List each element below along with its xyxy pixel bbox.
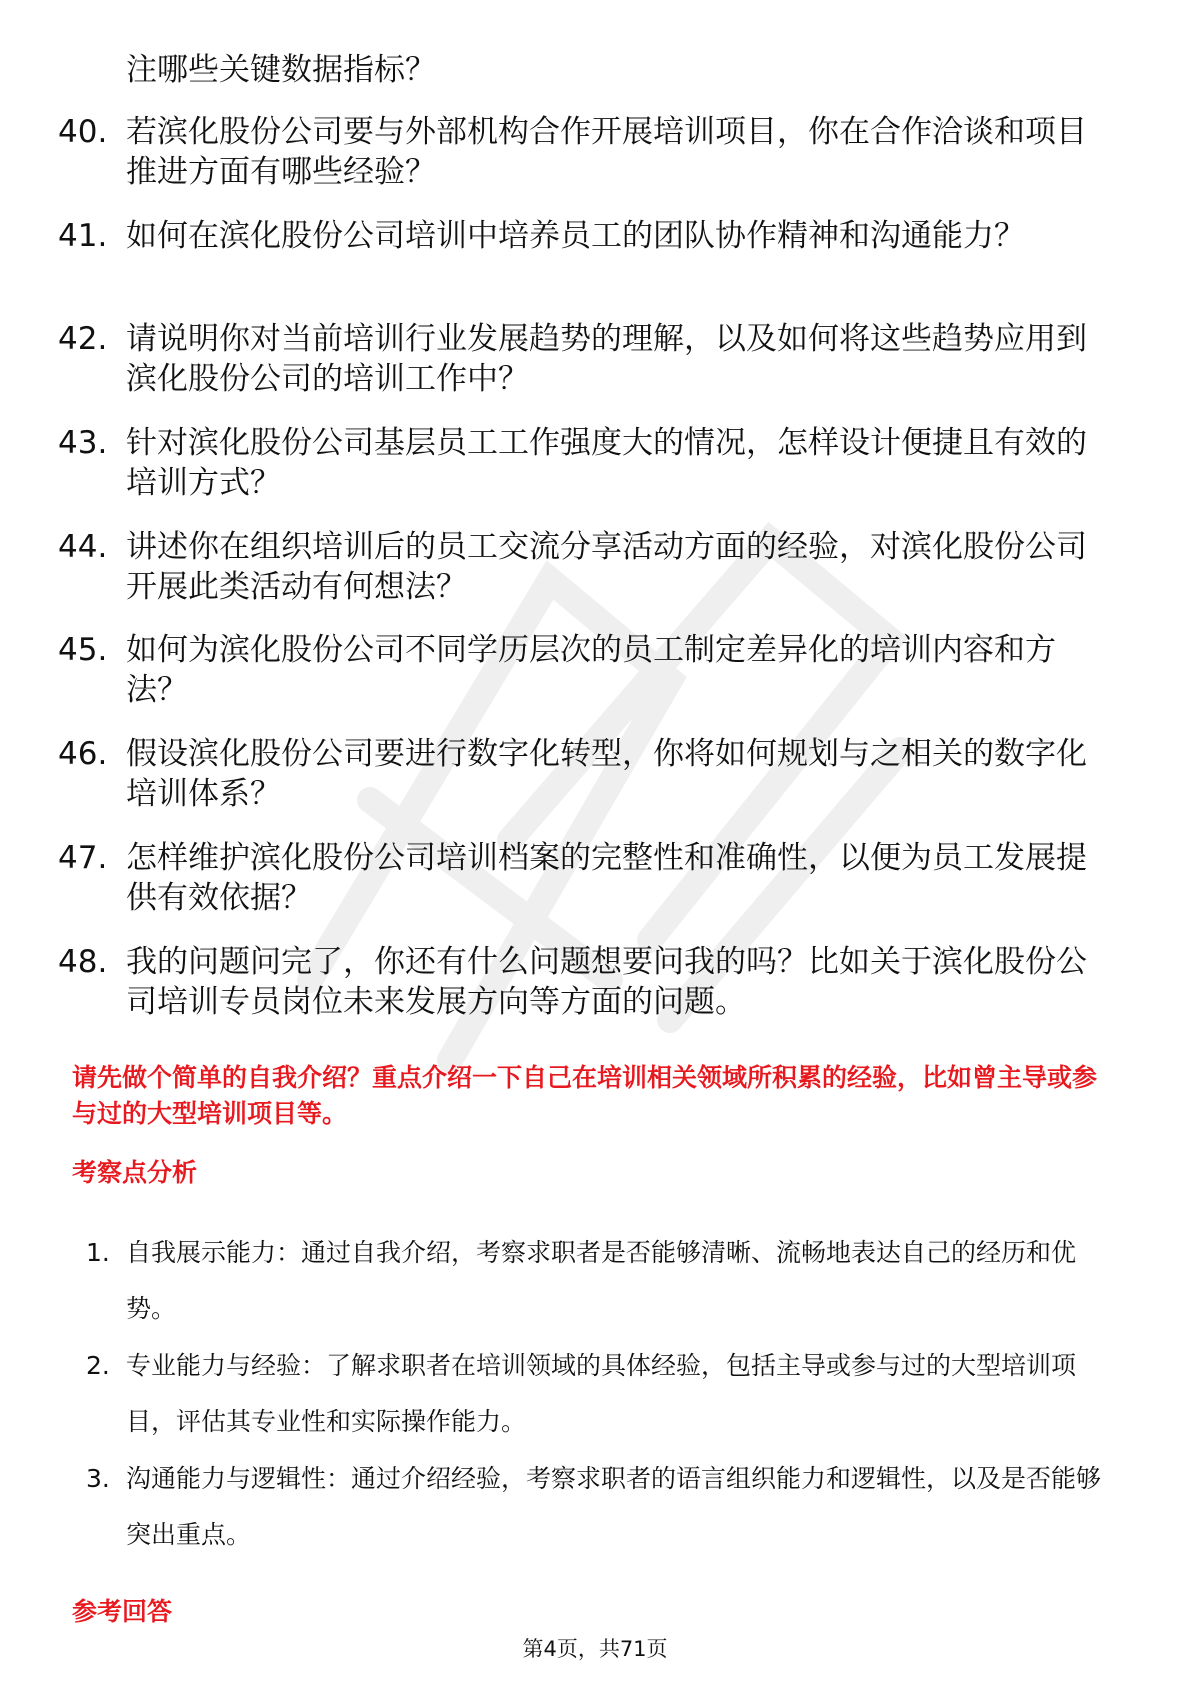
question-text: 如何在滨化股份公司培训中培养员工的团队协作精神和沟通能力？ (126, 217, 1025, 254)
question-text: 针对滨化股份公司基层员工工作强度大的情况，怎样设计便捷且有效的培训方式？ (126, 425, 1087, 502)
highlighted-interview-question: 请先做个简单的自我介绍？重点介绍一下自己在培训相关领域所积累的经验，比如曾主导或参与过的大型培训项目等。 (72, 1063, 1098, 1128)
point-text: 沟通能力与逻辑性：通过介绍经验，考察求职者的语言组织能力和逻辑性，以及是否能够突出重点。 (126, 1464, 1102, 1549)
question-text: 我的问题问完了，你还有什么问题想要问我的吗？比如关于滨化股份公司培训专员岗位未来发展方向等方面的问题。 (126, 943, 1087, 1020)
question-text: 请说明你对当前培训行业发展趋势的理解，以及如何将这些趋势应用到滨化股份公司的培训工作中？ (126, 321, 1087, 398)
list-item (0, 216, 1190, 320)
question-number: 44. (58, 528, 108, 565)
question-text: 假设滨化股份公司要进行数字化转型，你将如何规划与之相关的数字化培训体系？ (126, 736, 1087, 813)
point-number: 3. (86, 1464, 110, 1493)
question-list (0, 112, 1190, 1045)
question-number: 47. (58, 839, 108, 876)
point-text: 专业能力与经验：了解求职者在培训领域的具体经验，包括主导或参与过的大型培训项目，评估其专业性和实际操作能力。 (126, 1351, 1077, 1436)
list-item (0, 838, 1190, 942)
question-number: 46. (58, 736, 108, 773)
point-text: 自我展示能力：通过自我介绍，考察求职者是否能够清晰、流畅地表达自己的经历和优势。 (126, 1238, 1077, 1323)
list-item (0, 630, 1190, 734)
point-number: 2. (86, 1351, 110, 1380)
list-item (0, 1338, 1190, 1451)
question-number: 42. (58, 321, 108, 358)
list-item (0, 423, 1190, 527)
analysis-point-list (0, 1225, 1190, 1564)
question-text: 若滨化股份公司要与外部机构合作开展培训项目，你在合作洽谈和项目推进方面有哪些经验？ (126, 114, 1087, 190)
list-item (0, 734, 1190, 838)
continued-question-text: 注哪些关键数据指标？ (126, 52, 436, 88)
question-text: 讲述你在组织培训后的员工交流分享活动方面的经验，对滨化股份公司开展此类活动有何想法？ (126, 528, 1087, 605)
list-item (0, 1451, 1190, 1564)
list-item (0, 112, 1190, 216)
point-number: 1. (86, 1238, 110, 1267)
reference-answer-title: 参考回答 (72, 1597, 173, 1626)
list-item (0, 942, 1190, 1046)
question-number: 48. (58, 943, 108, 980)
question-text: 如何为滨化股份公司不同学历层次的员工制定差异化的培训内容和方法？ (126, 632, 1056, 709)
question-number: 45. (58, 632, 108, 669)
question-number: 43. (58, 425, 108, 462)
list-item (0, 527, 1190, 631)
question-number: 41. (58, 217, 108, 254)
page-number-footer: 第4页，共71页 (522, 1637, 668, 1661)
list-item (0, 1225, 1190, 1338)
analysis-section-title: 考察点分析 (72, 1158, 198, 1187)
question-text: 怎样维护滨化股份公司培训档案的完整性和准确性，以便为员工发展提供有效依据？ (126, 839, 1087, 916)
question-number: 40. (58, 114, 108, 150)
list-item (0, 319, 1190, 423)
